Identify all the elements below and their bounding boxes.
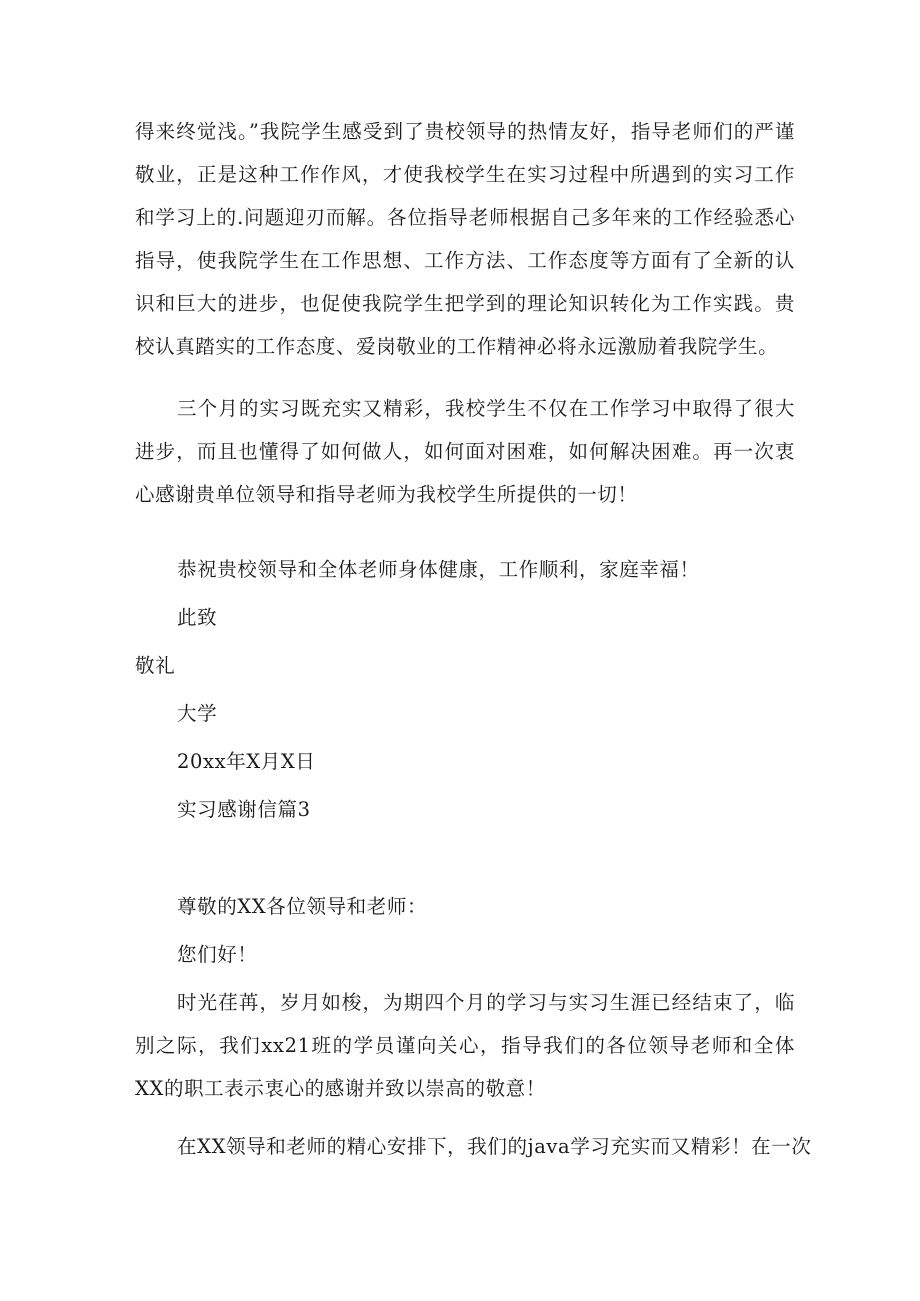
paragraph-wishes: 恭祝贵校领导和全体老师身体健康，工作顺利，家庭幸福！ <box>177 558 700 581</box>
greeting: 您们好！ <box>177 943 258 966</box>
signature-university: 大学 <box>177 702 218 725</box>
paragraph-farewell: 时光荏苒，岁月如梭，为期四个月的学习与实习生涯已经结束了，临别之际，我们xx21班的学员谨向关心，指导我们的各位领导老师和全体XX的职工表示衷心的感谢并致以崇高的敬意！ <box>135 991 795 1100</box>
paragraph-java-study: 在XX领导和老师的精心安排下，我们的java学习充实而又精彩！在一次 <box>177 1135 812 1158</box>
signature-date: 20xx年X月X日 <box>177 750 316 773</box>
closing-jing-li: 敬礼 <box>135 654 176 677</box>
paragraph-thanks-school: 得来终觉浅。”我院学生感受到了贵校领导的热情友好，指导老师们的严谨敬业，正是这种工作作风，才使我校学生在实习过程中所遇到的实习工作和学习上的.问题迎刃而解。各位指导老师根据自己多年来的工作经验悉心指导，使我院学生在工作思想、工作方法、工作态度等方面有了全新的认识和巨大的进步，也促使我院学生把学到的理论知识转化为工作实践。贵校认真踏实的工作态度、爱岗敬业的工作精神必将永远激励着我院学生。 <box>135 120 795 358</box>
closing-ci-zhi: 此致 <box>177 606 218 629</box>
salutation: 尊敬的XX各位领导和老师： <box>177 895 428 918</box>
paragraph-internship-summary: 三个月的实习既充实又精彩，我校学生不仅在工作学习中取得了很大进步，而且也懂得了如何做人，如何面对困难，如何解决困难。再一次衷心感谢贵单位领导和指导老师为我校学生所提供的一切！ <box>135 397 795 506</box>
section-heading: 实习感谢信篇3 <box>177 798 311 821</box>
